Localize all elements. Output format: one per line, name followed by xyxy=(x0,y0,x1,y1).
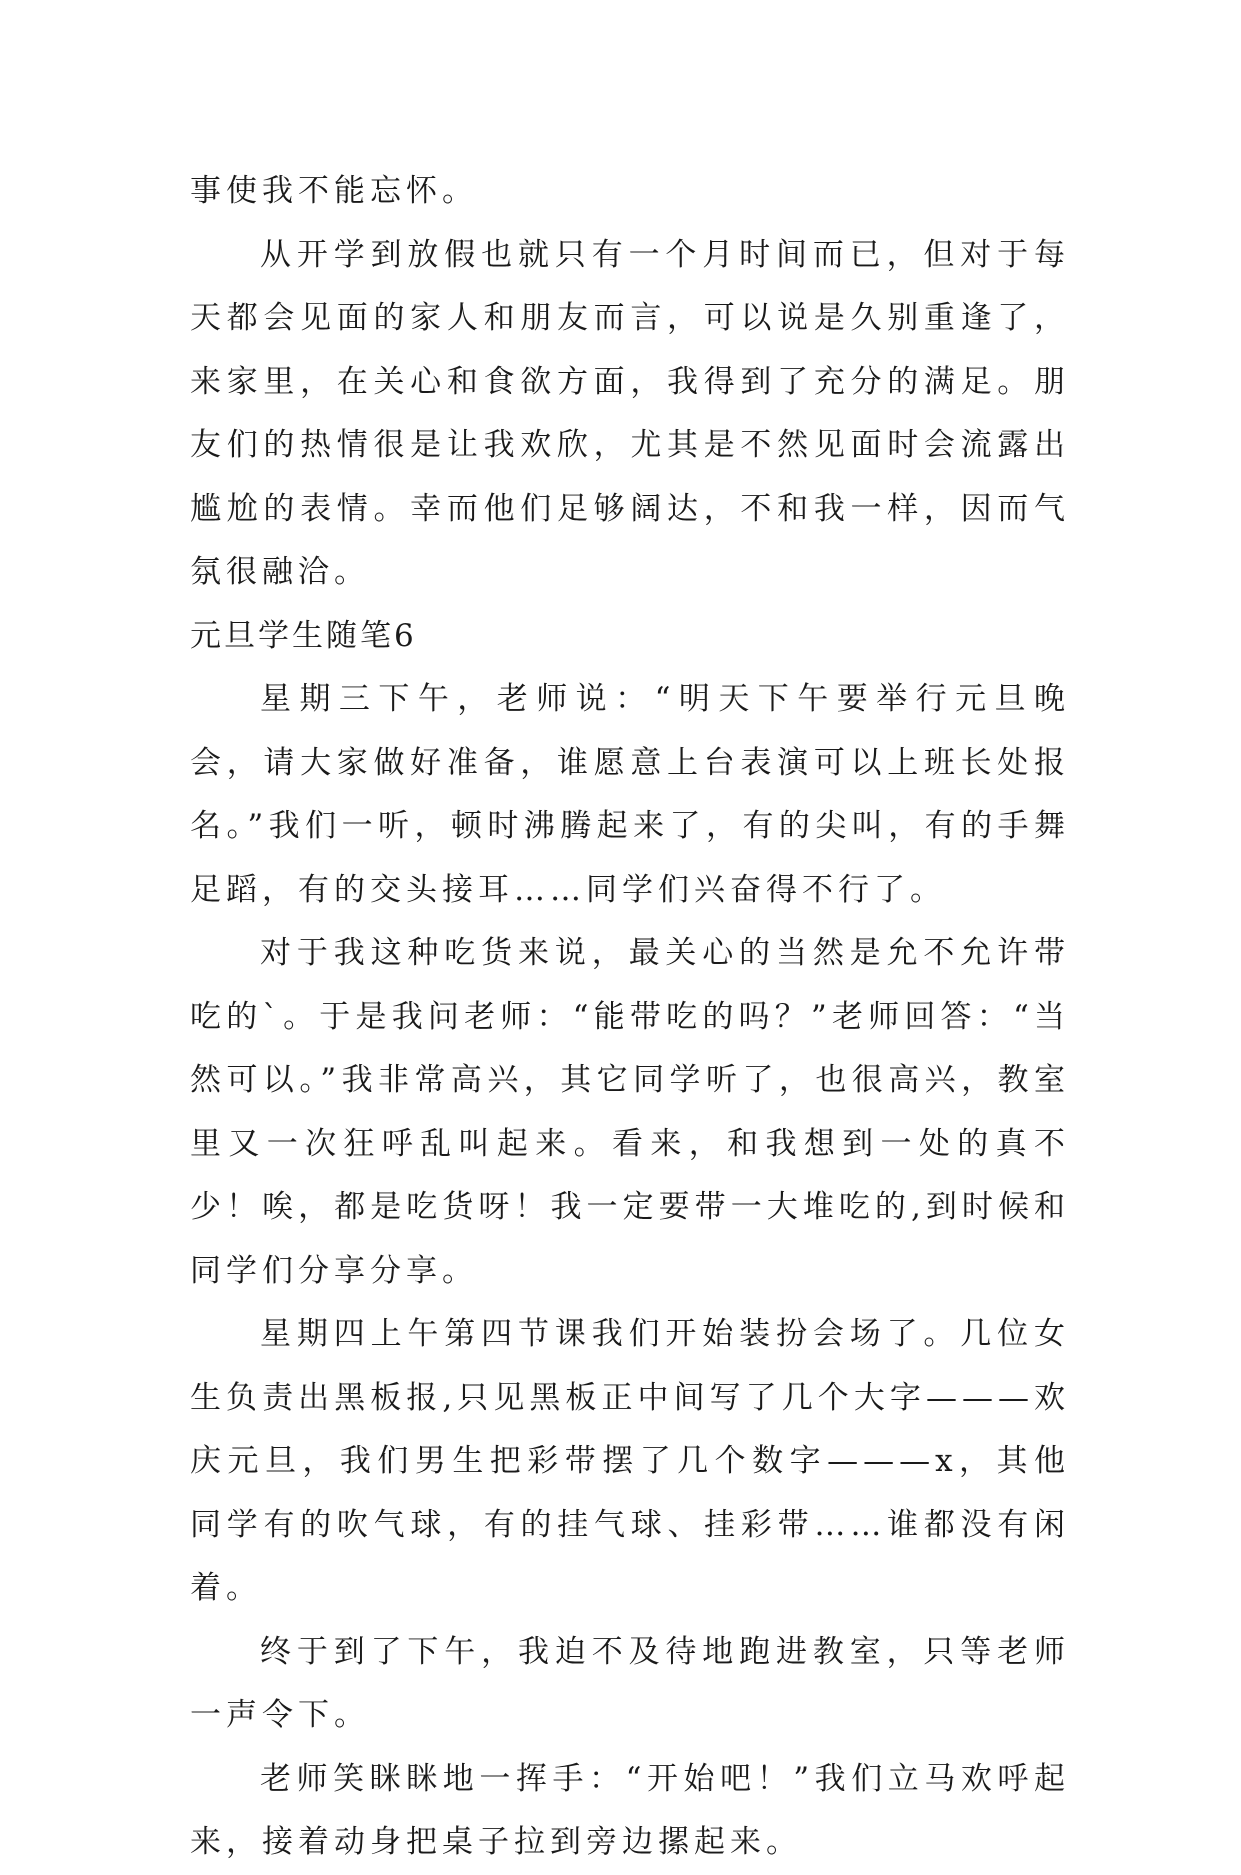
paragraph: 星期三下午，老师说：“明天下午要举行元旦晚会，请大家做好准备，谁愿意上台表演可以上班长处报名。”我们一听，顿时沸腾起来了，有的尖叫，有的手舞足蹈，有的交头接耳……同学们兴奋得不行了。 xyxy=(190,681,1070,908)
document-body xyxy=(190,160,1070,1875)
paragraph: 星期四上午第四节课我们开始装扮会场了。几位女生负责出黑板报,只见黑板正中间写了几个大字———欢庆元旦，我们男生把彩带摆了几个数字———x，其他同学有的吹气球，有的挂气球、挂彩带……谁都没有闲着。 xyxy=(190,1316,1070,1606)
section-title: 元旦学生随笔6 xyxy=(190,617,417,654)
paragraph-continued: 事使我不能忘怀。 xyxy=(190,173,478,209)
paragraph: 从开学到放假也就只有一个月时间而已，但对于每天都会见面的家人和朋友而言，可以说是久别重逢了，来家里，在关心和食欲方面，我得到了充分的满足。朋友们的热情很是让我欢欣，尤其是不然见面时会流露出尴尬的表情。幸而他们足够阔达，不和我一样，因而气氛很融洽。 xyxy=(190,236,1070,590)
paragraph: 对于我这种吃货来说，最关心的当然是允不允许带吃的`。于是我问老师：“能带吃的吗？”老师回答：“当然可以。”我非常高兴，其它同学听了，也很高兴，教室里又一次狂呼乱叫起来。看来，和我想到一处的真不少！唉，都是吃货呀！我一定要带一大堆吃的,到时候和同学们分享分享。 xyxy=(190,935,1070,1289)
paragraph: 老师笑眯眯地一挥手：“开始吧！”我们立马欢呼起来，接着动身把桌子拉到旁边摞起来。 xyxy=(190,1760,1070,1860)
paragraph: 终于到了下午，我迫不及待地跑进教室，只等老师一声令下。 xyxy=(190,1633,1070,1733)
